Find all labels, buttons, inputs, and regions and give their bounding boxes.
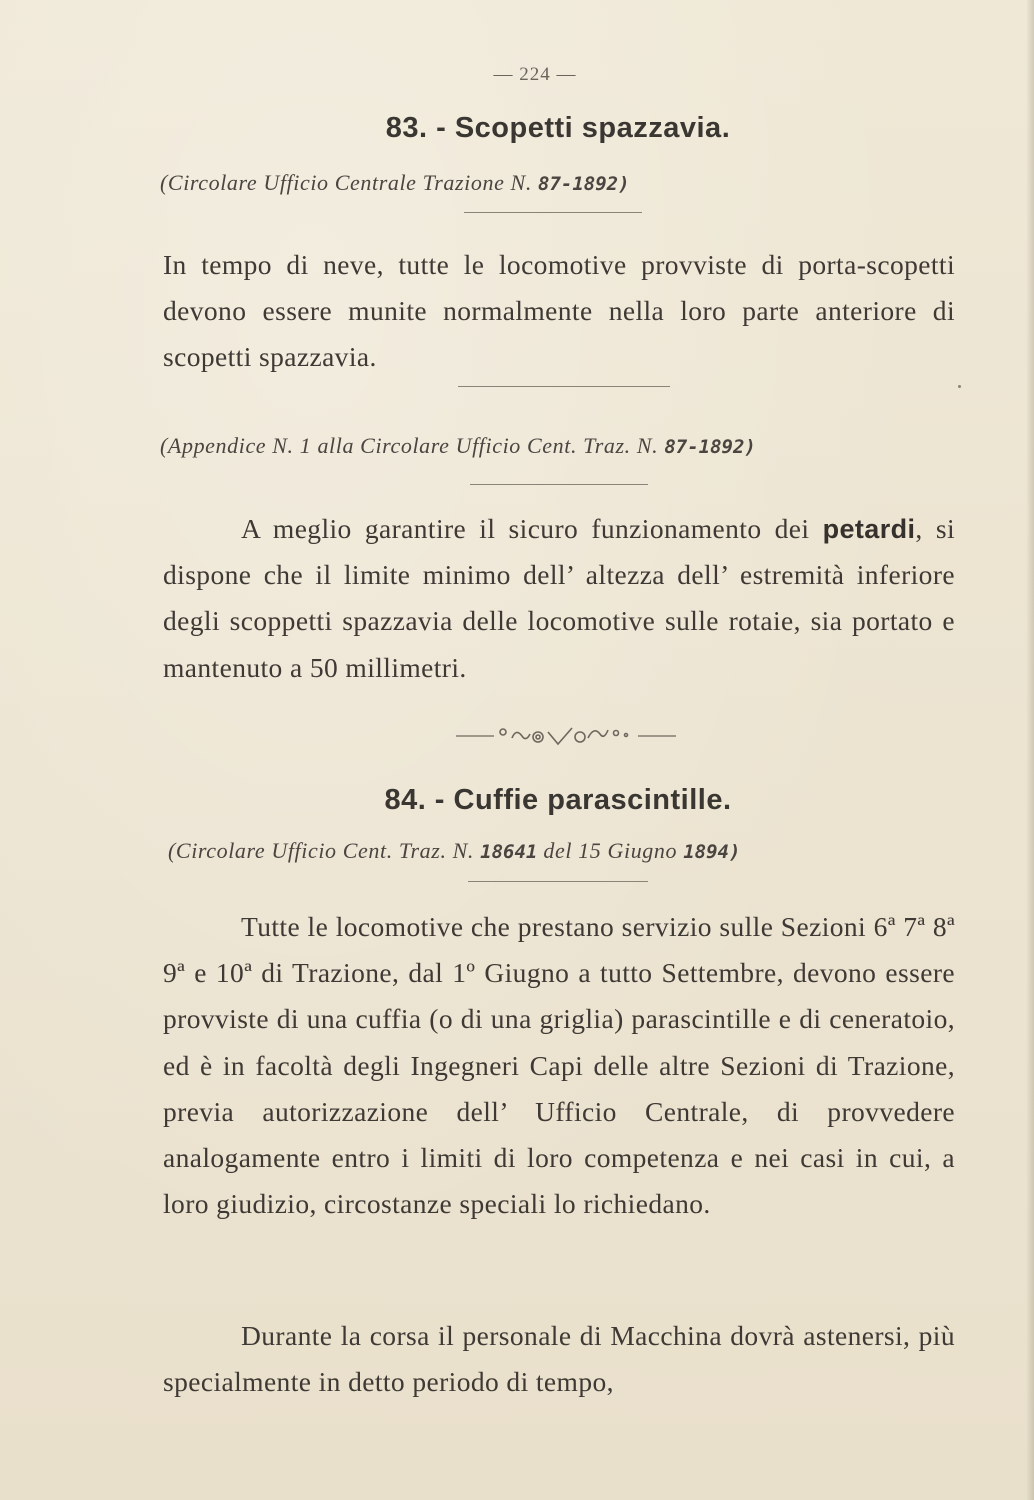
print-speck bbox=[958, 385, 961, 388]
page-edge-shadow bbox=[1026, 0, 1034, 1500]
section-84-citation-text-b: del 15 Giugno bbox=[537, 838, 684, 863]
section-83-paragraph-text: In tempo di neve, tutte le locomotive provviste di porta-scopetti devono essere munite normalmente nella loro parte anteriore di scopetti spazzavia. bbox=[163, 249, 955, 373]
section-84-citation bbox=[168, 838, 740, 864]
appendix-citation-text: (Appendice N. 1 alla Circolare Ufficio Cent. Traz. N. bbox=[160, 433, 665, 458]
appendix-paragraph-end: , si dispone che il limite minimo dell’ altezza dell’ estremità inferiore degli scoppetti spazzavia delle locomotive sulle rotaie, sia portato e mantenuto a 50 millimetri. bbox=[163, 513, 955, 683]
divider-rule bbox=[464, 212, 642, 213]
divider-rule bbox=[458, 386, 670, 387]
appendix-citation bbox=[160, 433, 756, 459]
section-84-paragraph-2-text: Durante la corsa il personale di Macchina dovrà astenersi, più specialmente in detto periodo di tempo, bbox=[163, 1320, 955, 1398]
section-83-citation bbox=[160, 170, 630, 196]
section-83-citation-text: (Circolare Ufficio Centrale Trazione N. bbox=[160, 170, 539, 195]
ornament-divider bbox=[456, 718, 676, 752]
section-83-paragraph bbox=[163, 242, 955, 381]
appendix-paragraph bbox=[163, 506, 955, 691]
appendix-citation-number: 87-1892) bbox=[664, 436, 756, 458]
section-84-paragraph-2 bbox=[163, 1313, 955, 1405]
section-84-citation-text-a: (Circolare Ufficio Cent. Traz. N. bbox=[168, 838, 481, 863]
section-84-paragraph-1 bbox=[163, 904, 955, 1227]
section-84-paragraph-1-text: Tutte le locomotive che prestano servizio sulle Sezioni 6ª 7ª 8ª 9ª e 10ª di Trazione, dal 1º Giugno a tutto Settembre, devono essere provviste di una cuffia (o di una griglia) parascintille e di ceneratoio, ed è in facoltà degli Ingegneri Capi delle altre Sezioni di Trazione, previa autorizzazione dell’ Ufficio Centrale, di provvedere analogamente entro i limiti di loro competenza e nei casi in cui, a loro giudizio, circostanze speciali lo richiedano. bbox=[163, 911, 955, 1220]
petardi-term: petardi bbox=[822, 514, 916, 544]
section-83-title: 83. - Scopetti spazzavia. bbox=[385, 112, 731, 144]
divider-rule bbox=[470, 484, 648, 485]
page-number: — 224 — bbox=[493, 64, 577, 85]
appendix-paragraph-start: A meglio garantire il sicuro funzionamento dei bbox=[241, 513, 823, 544]
section-84-citation-number-b: 1894) bbox=[683, 841, 741, 863]
section-84-title: 84. - Cuffie parascintille. bbox=[384, 784, 732, 816]
divider-rule bbox=[468, 881, 648, 882]
section-84-citation-number-a: 18641 bbox=[480, 841, 538, 863]
section-83-citation-number: 87-1892) bbox=[538, 173, 630, 195]
